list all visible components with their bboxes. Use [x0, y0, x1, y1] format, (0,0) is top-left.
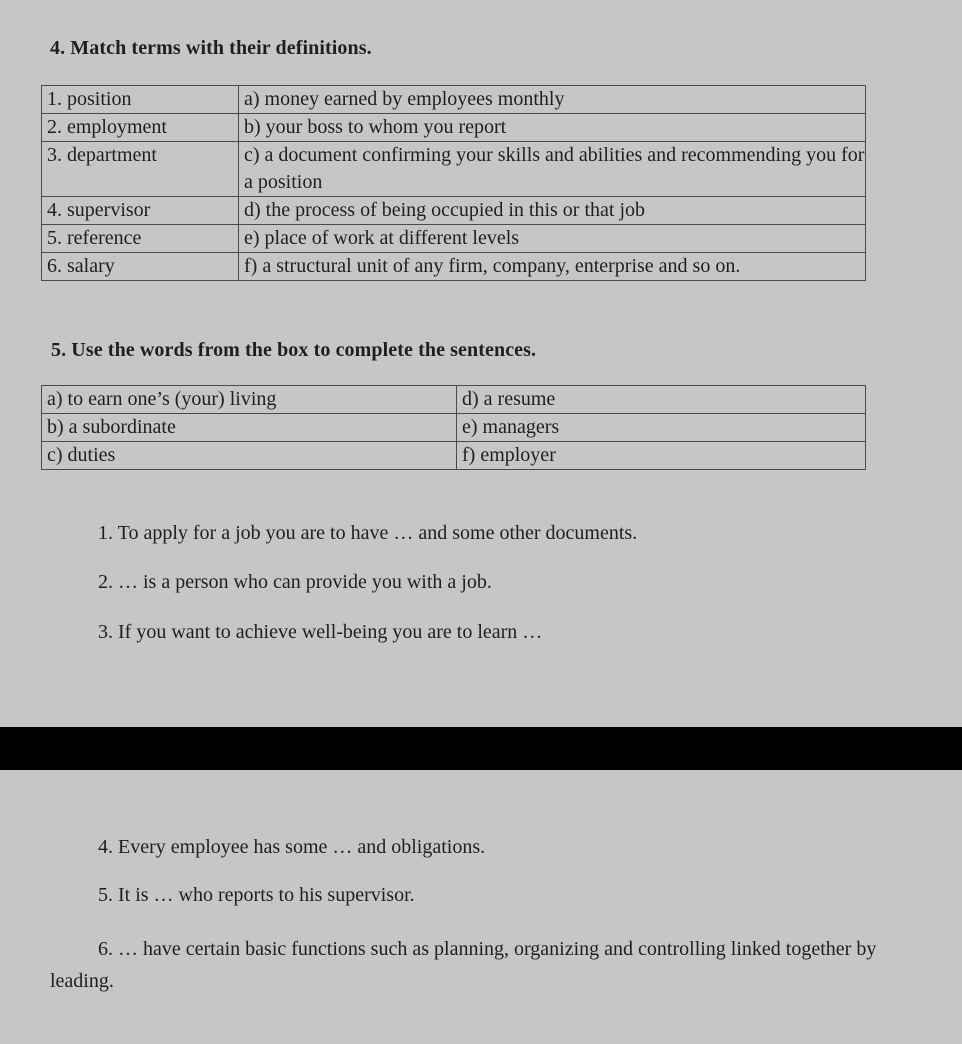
match-table	[41, 85, 866, 281]
definition-cell: b) your boss to whom you report	[239, 114, 866, 142]
term-cell: 2. employment	[42, 114, 239, 142]
term-cell: 5. reference	[42, 225, 239, 253]
definition-cell: d) the process of being occupied in this or that job	[239, 197, 866, 225]
word-box	[41, 385, 866, 470]
term-cell: 1. position	[42, 86, 239, 114]
word-cell: d) a resume	[457, 386, 866, 414]
definition-cell: f) a structural unit of any firm, company, enterprise and so on.	[239, 253, 866, 281]
table-row	[42, 197, 866, 225]
exercise-4-heading: 4. Match terms with their definitions.	[50, 37, 372, 59]
sentence-4: 4. Every employee has some … and obligations.	[98, 836, 486, 858]
sentence-1: 1. To apply for a job you are to have … and some other documents.	[98, 522, 638, 544]
definition-cell: e) place of work at different levels	[239, 225, 866, 253]
word-cell: f) employer	[457, 442, 866, 470]
sentence-6: 6. … have certain basic functions such as planning, organizing and controlling linked together by leading.	[50, 938, 877, 992]
sentence-2: 2. … is a person who can provide you with a job.	[98, 571, 492, 593]
word-cell: e) managers	[457, 414, 866, 442]
term-cell: 3. department	[42, 142, 239, 197]
term-cell: 6. salary	[42, 253, 239, 281]
sentence-5: 5. It is … who reports to his supervisor.	[98, 884, 415, 906]
word-cell: a) to earn one’s (your) living	[42, 386, 457, 414]
table-row	[42, 225, 866, 253]
word-cell: c) duties	[42, 442, 457, 470]
table-row	[42, 442, 866, 470]
sentence-3: 3. If you want to achieve well-being you are to learn …	[98, 621, 543, 643]
table-row	[42, 253, 866, 281]
table-row	[42, 142, 866, 197]
table-row	[42, 414, 866, 442]
definition-cell: c) a document confirming your skills and abilities and recommending you for a position	[239, 142, 866, 197]
redaction-bar	[0, 727, 962, 770]
term-cell: 4. supervisor	[42, 197, 239, 225]
table-row	[42, 386, 866, 414]
table-row	[42, 114, 866, 142]
table-row	[42, 86, 866, 114]
word-cell: b) a subordinate	[42, 414, 457, 442]
exercise-5-heading: 5. Use the words from the box to complete the sentences.	[51, 339, 537, 361]
definition-cell: a) money earned by employees monthly	[239, 86, 866, 114]
